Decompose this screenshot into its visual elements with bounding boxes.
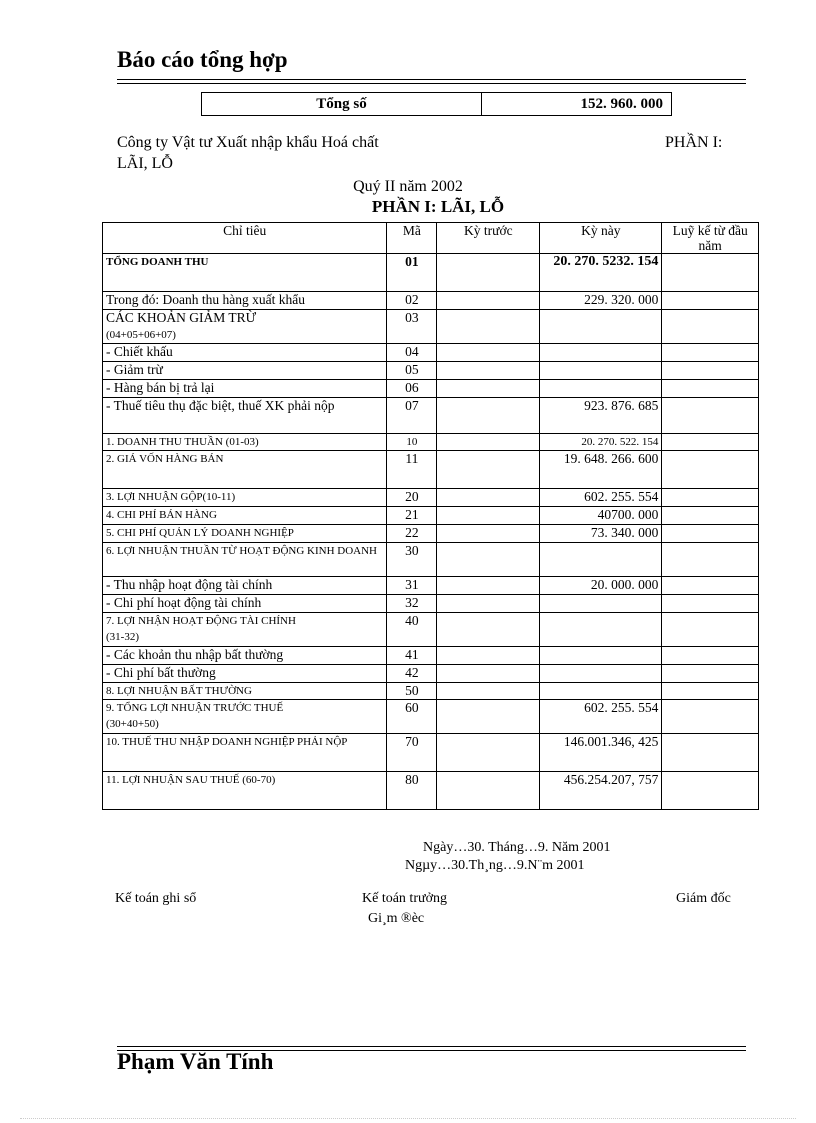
row-name	[103, 507, 387, 525]
report-header-title: Báo cáo tổng hợp	[117, 47, 288, 72]
table-row	[103, 613, 759, 647]
row-name	[103, 700, 387, 734]
report-period: Quý II năm 2002	[353, 178, 463, 195]
row-acc	[662, 683, 759, 700]
row-name	[103, 292, 387, 310]
row-code: 05	[387, 362, 437, 380]
row-curr	[540, 543, 662, 577]
row-prev	[437, 647, 540, 665]
row-name-text: 6. LỢI NHUẬN THUẦN TỪ HOẠT ĐỘNG KINH DOANH	[106, 545, 377, 557]
row-code: 41	[387, 647, 437, 665]
part-heading-continued: LÃI, LỖ	[117, 155, 173, 172]
table-row	[103, 254, 759, 292]
row-name-text: 2. GIÁ VỐN HÀNG BÁN	[106, 453, 224, 465]
row-acc	[662, 700, 759, 734]
income-statement-table	[102, 222, 759, 810]
total-value: 152. 960. 000	[580, 96, 663, 112]
column-header: Luỹ kế từ đầu năm	[662, 223, 759, 254]
table-row	[103, 595, 759, 613]
row-code: 07	[387, 398, 437, 434]
table-row	[103, 434, 759, 451]
row-prev	[437, 507, 540, 525]
row-name-text: 9. TỔNG LỢI NHUẬN TRƯỚC THUẾ	[106, 702, 284, 714]
row-name-text: 5. CHI PHÍ QUẢN LÝ DOANH NGHIỆP	[106, 527, 294, 539]
row-code: 32	[387, 595, 437, 613]
table-row	[103, 451, 759, 489]
row-code: 42	[387, 665, 437, 683]
row-code: 20	[387, 489, 437, 507]
row-name-text: 11. LỢI NHUẬN SAU THUẾ (60-70)	[106, 774, 276, 786]
row-name	[103, 434, 387, 451]
row-prev	[437, 398, 540, 434]
row-acc	[662, 595, 759, 613]
row-name-formula: (31-32)	[106, 631, 139, 643]
row-name	[103, 613, 387, 647]
table-row	[103, 665, 759, 683]
row-acc	[662, 434, 759, 451]
table-row	[103, 380, 759, 398]
row-code: 21	[387, 507, 437, 525]
row-name	[103, 254, 387, 292]
row-code: 30	[387, 543, 437, 577]
row-curr: 20. 270. 522. 154	[540, 434, 662, 451]
row-curr: 20. 000. 000	[540, 577, 662, 595]
row-acc	[662, 344, 759, 362]
table-row	[103, 734, 759, 772]
row-acc	[662, 398, 759, 434]
row-name-text: - Thuế tiêu thụ đặc biệt, thuế XK phải nộp	[106, 398, 335, 413]
row-acc	[662, 613, 759, 647]
row-curr: 602. 255. 554	[540, 700, 662, 734]
row-name	[103, 543, 387, 577]
table-row	[103, 772, 759, 810]
row-name	[103, 665, 387, 683]
signing-date: Ngày…30. Tháng…9. Năm 2001	[423, 840, 611, 855]
table-row	[103, 362, 759, 380]
table-row	[103, 489, 759, 507]
row-curr: 40700. 000	[540, 507, 662, 525]
row-name-text: Trong đó: Doanh thu hàng xuất khẩu	[106, 292, 305, 307]
row-curr	[540, 362, 662, 380]
row-prev	[437, 595, 540, 613]
row-prev	[437, 577, 540, 595]
table-row	[103, 292, 759, 310]
row-curr: 146.001.346, 425	[540, 734, 662, 772]
row-curr: 229. 320. 000	[540, 292, 662, 310]
row-acc	[662, 543, 759, 577]
row-curr: 19. 648. 266. 600	[540, 451, 662, 489]
row-name-text: 7. LỢI NHẬN HOẠT ĐỘNG TÀI CHÍNH	[106, 615, 296, 627]
table-row	[103, 647, 759, 665]
row-name-text: 3. LỢI NHUẬN GỘP(10-11)	[106, 491, 236, 503]
row-name-text: 1. DOANH THU THUẦN (01-03)	[106, 436, 259, 448]
row-name	[103, 398, 387, 434]
row-curr	[540, 647, 662, 665]
row-name-text: - Thu nhập hoạt động tài chính	[106, 577, 273, 592]
row-curr	[540, 380, 662, 398]
row-prev	[437, 489, 540, 507]
row-acc	[662, 647, 759, 665]
part-title: PHẦN I: LÃI, LỖ	[371, 197, 505, 216]
row-acc	[662, 734, 759, 772]
row-name	[103, 525, 387, 543]
signature-director-garbled: Gi¸m ®èc	[368, 911, 425, 926]
row-acc	[662, 292, 759, 310]
row-code: 03	[387, 310, 437, 344]
row-prev	[437, 292, 540, 310]
header-rule-bottom	[117, 83, 746, 84]
row-name-text: 4. CHI PHÍ BÁN HÀNG	[106, 509, 217, 521]
row-name	[103, 362, 387, 380]
row-acc	[662, 489, 759, 507]
table-row	[103, 507, 759, 525]
total-box	[201, 92, 672, 116]
table-header-row	[103, 223, 759, 254]
row-prev	[437, 543, 540, 577]
row-name-text: 10. THUẾ THU NHẬP DOANH NGHIỆP PHẢI NỘP	[106, 736, 348, 748]
row-name-formula: (30+40+50)	[106, 718, 159, 730]
row-name-text: - Giảm trừ	[106, 362, 163, 377]
row-code: 22	[387, 525, 437, 543]
row-acc	[662, 362, 759, 380]
row-prev	[437, 451, 540, 489]
row-prev	[437, 700, 540, 734]
row-curr	[540, 595, 662, 613]
row-code: 04	[387, 344, 437, 362]
row-acc	[662, 310, 759, 344]
row-name-text: CÁC KHOẢN GIẢM TRỪ	[106, 310, 257, 325]
row-name	[103, 647, 387, 665]
table-row	[103, 683, 759, 700]
row-code: 70	[387, 734, 437, 772]
row-curr	[540, 344, 662, 362]
row-name	[103, 734, 387, 772]
row-curr	[540, 310, 662, 344]
table-row	[103, 543, 759, 577]
row-prev	[437, 665, 540, 683]
row-code: 31	[387, 577, 437, 595]
column-header: Kỳ này	[540, 223, 662, 254]
table-row	[103, 700, 759, 734]
row-code: 40	[387, 613, 437, 647]
row-curr: 602. 255. 554	[540, 489, 662, 507]
column-header: Mã	[387, 223, 437, 254]
row-name-text: TỔNG DOANH THU	[106, 256, 209, 268]
row-curr	[540, 683, 662, 700]
row-name	[103, 451, 387, 489]
row-name-formula: (04+05+06+07)	[106, 329, 176, 341]
row-name	[103, 577, 387, 595]
part-heading-right: PHẦN I:	[665, 134, 723, 151]
page-edge-dotted-line	[20, 1118, 796, 1119]
row-name	[103, 683, 387, 700]
row-name-text: - Hàng bán bị trả lại	[106, 380, 215, 395]
row-prev	[437, 434, 540, 451]
table-row	[103, 398, 759, 434]
row-name-text: - Chiết khấu	[106, 344, 173, 359]
row-code: 80	[387, 772, 437, 810]
table-row	[103, 577, 759, 595]
signing-date-garbled: Ngµy…30.Th¸ng…9.N¨m 2001	[405, 858, 585, 873]
column-header: Kỳ trước	[437, 223, 540, 254]
row-curr: 923. 876. 685	[540, 398, 662, 434]
row-acc	[662, 665, 759, 683]
row-acc	[662, 525, 759, 543]
signature-accountant: Kế toán ghi sổ	[115, 891, 197, 906]
row-acc	[662, 772, 759, 810]
header-rule-top	[117, 79, 746, 80]
row-name	[103, 595, 387, 613]
column-header: Chỉ tiêu	[103, 223, 387, 254]
row-code: 60	[387, 700, 437, 734]
row-prev	[437, 772, 540, 810]
table-row	[103, 525, 759, 543]
row-name	[103, 344, 387, 362]
row-acc	[662, 577, 759, 595]
company-name: Công ty Vật tư Xuất nhập khẩu Hoá chất	[117, 134, 379, 151]
signature-chief-accountant: Kế toán trưởng	[362, 891, 447, 906]
row-name	[103, 772, 387, 810]
row-name-text: - Chi phí hoạt động tài chính	[106, 595, 262, 610]
signature-director: Giám đốc	[676, 891, 731, 906]
row-code: 01	[387, 254, 437, 292]
row-code: 06	[387, 380, 437, 398]
row-acc	[662, 380, 759, 398]
row-curr: 20. 270. 5232. 154	[540, 254, 662, 292]
row-acc	[662, 451, 759, 489]
total-label: Tổng số	[202, 93, 482, 115]
row-prev	[437, 734, 540, 772]
row-name	[103, 380, 387, 398]
row-prev	[437, 254, 540, 292]
row-prev	[437, 380, 540, 398]
row-curr	[540, 665, 662, 683]
row-code: 50	[387, 683, 437, 700]
row-code: 11	[387, 451, 437, 489]
row-code: 10	[387, 434, 437, 451]
table-row	[103, 310, 759, 344]
row-curr	[540, 613, 662, 647]
row-prev	[437, 683, 540, 700]
footer-rule-top	[117, 1046, 746, 1047]
row-acc	[662, 507, 759, 525]
row-prev	[437, 525, 540, 543]
row-prev	[437, 310, 540, 344]
row-curr: 456.254.207, 757	[540, 772, 662, 810]
footer-author-name: Phạm Văn Tính	[117, 1049, 274, 1074]
row-name	[103, 310, 387, 344]
row-code: 02	[387, 292, 437, 310]
row-prev	[437, 613, 540, 647]
row-name	[103, 489, 387, 507]
row-name-text: - Chi phí bất thường	[106, 665, 216, 680]
row-prev	[437, 344, 540, 362]
table-row	[103, 344, 759, 362]
row-curr: 73. 340. 000	[540, 525, 662, 543]
row-acc	[662, 254, 759, 292]
row-name-text: - Các khoản thu nhập bất thường	[106, 647, 284, 662]
row-name-text: 8. LỢI NHUẬN BẤT THƯỜNG	[106, 685, 252, 697]
row-prev	[437, 362, 540, 380]
